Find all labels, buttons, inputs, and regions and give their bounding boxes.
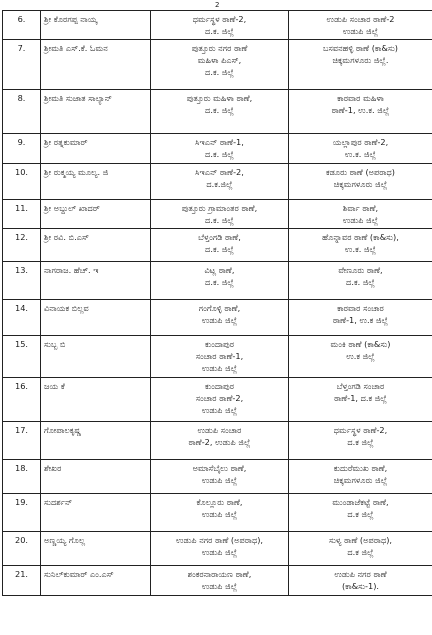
current-posting-line: ಉಡುಪಿ ಜಿಲ್ಲೆ bbox=[201, 405, 238, 415]
table-row bbox=[3, 532, 432, 566]
transfer-table bbox=[2, 10, 432, 596]
transfer-posting-cell bbox=[289, 229, 432, 262]
current-posting-line: ದ.ಕ. ಜಿಲ್ಲೆ bbox=[205, 277, 234, 287]
serial-number-cell: 21. bbox=[3, 566, 41, 596]
transfer-posting-cell bbox=[289, 336, 432, 378]
current-posting-line: ಸಂಚಾರ ಠಾಣೆ-1, bbox=[195, 351, 244, 361]
current-posting-cell bbox=[151, 300, 289, 336]
transfer-posting-cell bbox=[289, 200, 432, 229]
table-row bbox=[3, 378, 432, 422]
current-posting-line: ಉಡುಪಿ ಜಿಲ್ಲೆ bbox=[201, 475, 238, 485]
table-row bbox=[3, 200, 432, 229]
table-row bbox=[3, 134, 432, 164]
table-row bbox=[3, 90, 432, 134]
current-posting-line: ಕೊಲ್ಲೂರು ಠಾಣೆ, bbox=[196, 497, 243, 507]
transfer-posting-line: ಸುಳ್ಯ ಠಾಣೆ (ಅಪರಾಧ), bbox=[328, 535, 393, 545]
table-row bbox=[3, 11, 432, 40]
current-posting-line: ಪುತ್ತೂರು ಮಹಿಳಾ ಠಾಣೆ, bbox=[186, 93, 253, 103]
table-row bbox=[3, 494, 432, 532]
serial-number-cell: 17. bbox=[3, 422, 41, 460]
table-row bbox=[3, 262, 432, 300]
transfer-posting-line: ಬಸವನಹಳ್ಳಿ ಠಾಣೆ (ಕಾ&ಸು) bbox=[322, 43, 399, 53]
current-posting-line: ಶಂಕರನಾರಾಯಣ ಠಾಣೆ, bbox=[187, 569, 252, 579]
officer-name-cell: ಶ್ರೀ ರುಕ್ಮಯ್ಯ ಮೂಲ್ಯ. ಜಿ bbox=[41, 164, 151, 200]
current-posting-line: ಠಾಣೆ-2, ಉಡುಪಿ ಜಿಲ್ಲೆ bbox=[188, 437, 251, 447]
transfer-posting-line: ಮುಂಡಾಜೆಕಟ್ಟೆ ಠಾಣೆ, bbox=[332, 497, 389, 507]
officer-name-cell: ನಾಗರಾಜ. ಹೆಚ್. ಇ bbox=[41, 262, 151, 300]
current-posting-line: ದ.ಕ.ಜಿಲ್ಲೆ bbox=[206, 179, 233, 189]
serial-number-cell: 13. bbox=[3, 262, 41, 300]
current-posting-line: ಉಡುಪಿ ಜಿಲ್ಲೆ bbox=[201, 547, 238, 557]
current-posting-line: ದ.ಕ. ಜಿಲ್ಲೆ bbox=[205, 26, 234, 36]
current-posting-line: ಸಿಇಎನ್ ಠಾಣೆ-1, bbox=[195, 137, 244, 147]
serial-number-cell: 14. bbox=[3, 300, 41, 336]
transfer-posting-line: ಯಲ್ಲಾಪುರ ಠಾಣೆ-2, bbox=[332, 137, 389, 147]
transfer-posting-line: ಉ.ಕ ಜಿಲ್ಲೆ bbox=[346, 351, 375, 361]
current-posting-line: ಸಂಚಾರ ಠಾಣೆ-2, bbox=[195, 393, 244, 403]
transfer-posting-line: ಕುದುರೆಮುಖ ಠಾಣೆ, bbox=[333, 463, 388, 473]
transfer-posting-line: ಉಡುಪಿ ಸಂಚಾರ ಠಾಣೆ-2 bbox=[326, 14, 395, 24]
transfer-posting-line: ಶಿರ್ವಾ ಠಾಣೆ, bbox=[342, 203, 379, 213]
transfer-posting-line: ಬೆಳ್ತಂಗಡಿ ಸಂಚಾರ bbox=[336, 381, 385, 391]
current-posting-cell bbox=[151, 40, 289, 90]
current-posting-line: ದ.ಕ. ಜಿಲ್ಲೆ bbox=[205, 67, 234, 77]
transfer-posting-line: ಕಾರವಾರ ಸಂಚಾರ bbox=[337, 303, 384, 313]
transfer-posting-cell bbox=[289, 532, 432, 566]
transfer-posting-cell bbox=[289, 494, 432, 532]
transfer-posting-line: (ಕಾ&ಸು-1). bbox=[341, 581, 380, 591]
current-posting-cell bbox=[151, 460, 289, 494]
transfer-posting-cell bbox=[289, 11, 432, 40]
page-number-marker: 2 bbox=[215, 1, 220, 9]
table-row bbox=[3, 229, 432, 262]
current-posting-line: ಬೆಳ್ತಂಗಡಿ ಠಾಣೆ, bbox=[198, 232, 241, 242]
serial-number-cell: 7. bbox=[3, 40, 41, 90]
serial-number-cell: 9. bbox=[3, 134, 41, 164]
transfer-posting-line: ದ.ಕ ಜಿಲ್ಲೆ bbox=[347, 437, 374, 447]
current-posting-cell bbox=[151, 532, 289, 566]
officer-name-cell: ಸುನಿಲ್‌ಕುಮಾರ್ ಎಂ.ಎಸ್ bbox=[41, 566, 151, 596]
current-posting-line: ದ.ಕ. ಜಿಲ್ಲೆ bbox=[205, 215, 234, 225]
officer-name-cell: ಗೋಪಾಲಕೃಷ್ಣ bbox=[41, 422, 151, 460]
officer-name-cell: ಶ್ರೀಮತಿ ಎಸ್.ಕೆ. ಓಮನ bbox=[41, 40, 151, 90]
transfer-posting-line: ವೇಣೂರು ಠಾಣೆ, bbox=[338, 265, 383, 275]
current-posting-line: ಉಡುಪಿ ಜಿಲ್ಲೆ bbox=[201, 509, 238, 519]
current-posting-line: ಕುಂದಾಪುರ bbox=[204, 381, 235, 391]
current-posting-line: ಗಂಗೊಳ್ಳಿ ಠಾಣೆ, bbox=[198, 303, 241, 313]
transfer-posting-cell bbox=[289, 134, 432, 164]
transfer-posting-line: ದ.ಕ ಜಿಲ್ಲೆ bbox=[347, 547, 374, 557]
transfer-posting-cell bbox=[289, 90, 432, 134]
officer-name-cell: ಜಯ ಕೆ bbox=[41, 378, 151, 422]
current-posting-line: ಉಡುಪಿ ನಗರ ಠಾಣೆ (ಅಪರಾಧ), bbox=[175, 535, 264, 545]
transfer-posting-line: ಉ.ಕ. ಜಿಲ್ಲೆ bbox=[344, 244, 377, 254]
current-posting-line: ಉಡುಪಿ ಜಿಲ್ಲೆ bbox=[201, 315, 238, 325]
officer-name-cell: ಶ್ರೀ ರತ್ನಕುಮಾರ್ bbox=[41, 134, 151, 164]
current-posting-cell bbox=[151, 336, 289, 378]
transfer-posting-cell bbox=[289, 262, 432, 300]
transfer-posting-line: ದ.ಕ. ಜಿಲ್ಲೆ bbox=[346, 277, 375, 287]
current-posting-cell bbox=[151, 200, 289, 229]
serial-number-cell: 15. bbox=[3, 336, 41, 378]
officer-name-cell: ಶ್ರೀ ರವಿ. ಬಿ.ಎಸ್ bbox=[41, 229, 151, 262]
table-row bbox=[3, 300, 432, 336]
transfer-posting-line: ಠಾಣೆ-1, ಉ.ಕ ಜಿಲ್ಲೆ bbox=[332, 315, 389, 325]
current-posting-cell bbox=[151, 229, 289, 262]
current-posting-line: ಪುತ್ತೂರು ಗ್ರಾಮಾಂತರ ಠಾಣೆ, bbox=[181, 203, 258, 213]
current-posting-line: ಸಿಇಎನ್ ಠಾಣೆ-2, bbox=[195, 167, 244, 177]
current-posting-cell bbox=[151, 164, 289, 200]
current-posting-line: ಅಮಾಸೆಬೈಲು ಠಾಣೆ, bbox=[192, 463, 247, 473]
transfer-posting-cell bbox=[289, 300, 432, 336]
officer-name-cell: ಸುಬ್ಬ ಬಿ bbox=[41, 336, 151, 378]
serial-number-cell: 6. bbox=[3, 11, 41, 40]
serial-number-cell: 18. bbox=[3, 460, 41, 494]
serial-number-cell: 12. bbox=[3, 229, 41, 262]
current-posting-cell bbox=[151, 90, 289, 134]
current-posting-line: ದ.ಕ. ಜಿಲ್ಲೆ bbox=[205, 244, 234, 254]
officer-name-cell: ಅಣ್ಣಯ್ಯ ಗೊಲ್ಲ bbox=[41, 532, 151, 566]
current-posting-line: ದ.ಕ. ಜಿಲ್ಲೆ bbox=[205, 105, 234, 115]
transfer-posting-line: ಠಾಣೆ-1, ಉ.ಕ. ಜಿಲ್ಲೆ bbox=[331, 105, 390, 115]
transfer-posting-cell bbox=[289, 164, 432, 200]
table-row bbox=[3, 460, 432, 494]
current-posting-line: ದ.ಕ. ಜಿಲ್ಲೆ bbox=[205, 149, 234, 159]
current-posting-cell bbox=[151, 134, 289, 164]
current-posting-cell bbox=[151, 566, 289, 596]
transfer-posting-line: ಚಿಕ್ಕಮಗಳೂರು ಜಿಲ್ಲೆ bbox=[333, 179, 388, 189]
transfer-posting-cell bbox=[289, 378, 432, 422]
table-row bbox=[3, 422, 432, 460]
current-posting-cell bbox=[151, 422, 289, 460]
current-posting-line: ಕುಂದಾಪುರ bbox=[204, 339, 235, 349]
table-row bbox=[3, 336, 432, 378]
serial-number-cell: 11. bbox=[3, 200, 41, 229]
transfer-posting-line: ಉಡುಪಿ ನಗರ ಠಾಣೆ bbox=[334, 569, 387, 579]
transfer-posting-line: ಠಾಣೆ-1, ದ.ಕ ಜಿಲ್ಲೆ bbox=[334, 393, 387, 403]
table-row bbox=[3, 164, 432, 200]
transfer-posting-line: ಹೊನ್ನಾವರ ಠಾಣೆ (ಕಾ&ಸು), bbox=[322, 232, 399, 242]
current-posting-line: ಮಹಿಳಾ ಪಿಎಸ್, bbox=[197, 55, 242, 65]
table-body bbox=[3, 11, 432, 596]
current-posting-cell bbox=[151, 262, 289, 300]
serial-number-cell: 10. bbox=[3, 164, 41, 200]
transfer-posting-line: ಚಿಕ್ಕಮಗಳೂರು ಜಿಲ್ಲೆ bbox=[333, 475, 388, 485]
current-posting-line: ಉಡುಪಿ ಜಿಲ್ಲೆ bbox=[201, 363, 238, 373]
serial-number-cell: 19. bbox=[3, 494, 41, 532]
officer-name-cell: ಶ್ರೀ ಅಬ್ದುಲ್ ಖಾದರ್ bbox=[41, 200, 151, 229]
transfer-posting-line: ಚಿಕ್ಕಮಗಳೂರು ಜಿಲ್ಲೆ. bbox=[332, 55, 389, 65]
officer-name-cell: ಶ್ರೀಮತಿ ಸುಜಾತ ಸಾಲ್ಯಾನ್ bbox=[41, 90, 151, 134]
serial-number-cell: 8. bbox=[3, 90, 41, 134]
officer-name-cell: ಶೇಖರ bbox=[41, 460, 151, 494]
officer-name-cell: ವಿನಾಯಕ ಬಿಲ್ಲವ bbox=[41, 300, 151, 336]
serial-number-cell: 16. bbox=[3, 378, 41, 422]
transfer-posting-cell bbox=[289, 40, 432, 90]
transfer-posting-line: ಮಂಕಿ ಠಾಣೆ (ಕಾ&ಸು) bbox=[330, 339, 391, 349]
transfer-posting-cell bbox=[289, 566, 432, 596]
transfer-posting-line: ಕಡೂರು ಠಾಣೆ (ಅಪರಾಧ) bbox=[326, 167, 395, 177]
officer-name-cell: ಶ್ರೀ ಕೊರಗಪ್ಪ ನಾಯ್ಕ bbox=[41, 11, 151, 40]
serial-number-cell: 20. bbox=[3, 532, 41, 566]
transfer-posting-cell bbox=[289, 460, 432, 494]
transfer-posting-line: ಉಡುಪಿ ಜಿಲ್ಲೆ bbox=[342, 215, 379, 225]
transfer-posting-line: ದ.ಕ ಜಿಲ್ಲೆ bbox=[347, 509, 374, 519]
officer-name-cell: ಸುದರ್ಶನ್ bbox=[41, 494, 151, 532]
current-posting-line: ವಿಟ್ಲ ಠಾಣೆ, bbox=[204, 265, 235, 275]
transfer-posting-line: ಉಡುಪಿ ಜಿಲ್ಲೆ bbox=[342, 26, 379, 36]
table-row bbox=[3, 40, 432, 90]
current-posting-cell bbox=[151, 11, 289, 40]
current-posting-line: ಪುತ್ತೂರು ನಗರ ಠಾಣೆ bbox=[191, 43, 248, 53]
transfer-posting-line: ಧರ್ಮಸ್ಥಳ ಠಾಣೆ-2, bbox=[333, 425, 388, 435]
current-posting-cell bbox=[151, 494, 289, 532]
current-posting-line: ಧರ್ಮಸ್ಥಳ ಠಾಣೆ-2, bbox=[192, 14, 247, 24]
transfer-posting-line: ಉ.ಕ. ಜಿಲ್ಲೆ bbox=[344, 149, 377, 159]
transfer-posting-line: ಕಾರವಾರ ಮಹಿಳಾ bbox=[337, 93, 384, 103]
current-posting-cell bbox=[151, 378, 289, 422]
current-posting-line: ಉಡುಪಿ ಸಂಚಾರ bbox=[197, 425, 242, 435]
current-posting-line: ಉಡುಪಿ ಜಿಲ್ಲೆ bbox=[201, 581, 238, 591]
table-row bbox=[3, 566, 432, 596]
transfer-posting-cell bbox=[289, 422, 432, 460]
